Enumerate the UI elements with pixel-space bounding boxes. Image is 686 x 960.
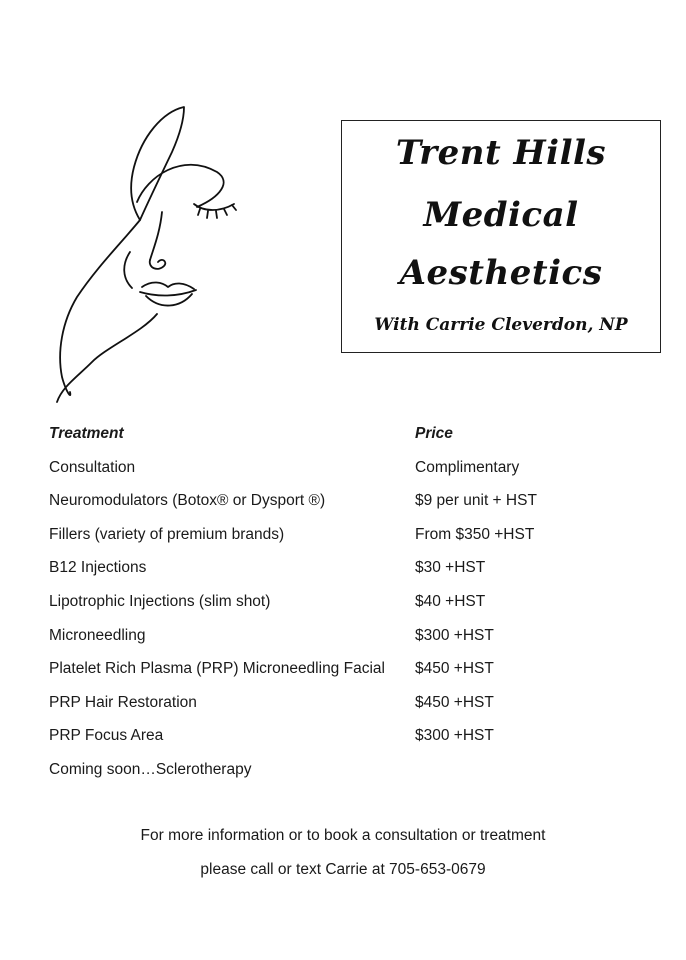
treatment-price: $9 per unit + HST bbox=[415, 492, 537, 510]
menu-header-row bbox=[49, 424, 649, 458]
treatment-name: B12 Injections bbox=[49, 559, 147, 577]
treatment-price: Complimentary bbox=[415, 458, 520, 476]
menu-row bbox=[49, 726, 649, 760]
treatment-price: From $350 +HST bbox=[415, 525, 535, 543]
menu-row bbox=[49, 558, 649, 592]
treatment-column-header: Treatment bbox=[49, 425, 124, 442]
menu-row bbox=[49, 760, 649, 794]
treatment-name: Consultation bbox=[49, 458, 136, 476]
business-name-line-3: Aesthetics bbox=[399, 253, 603, 293]
menu-row bbox=[49, 458, 649, 492]
treatment-price: $30 +HST bbox=[415, 559, 486, 577]
treatment-name: Coming soon…Sclerotherapy bbox=[49, 760, 252, 778]
treatment-name: PRP Hair Restoration bbox=[49, 693, 197, 711]
footer-info-line: For more information or to book a consultation or treatment bbox=[140, 827, 546, 844]
treatment-name: Lipotrophic Injections (slim shot) bbox=[49, 592, 271, 610]
business-name-line-1: Trent Hills bbox=[395, 133, 607, 173]
treatment-price: $300 +HST bbox=[415, 727, 494, 745]
price-column-header: Price bbox=[415, 425, 453, 442]
menu-row bbox=[49, 659, 649, 693]
menu-row bbox=[49, 592, 649, 626]
line-art-face-icon bbox=[22, 82, 282, 422]
business-name-line-2: Medical bbox=[423, 195, 579, 235]
treatment-price-list bbox=[49, 424, 649, 794]
menu-row bbox=[49, 525, 649, 559]
treatment-price: $450 +HST bbox=[415, 660, 494, 678]
menu-row bbox=[49, 491, 649, 525]
practitioner-subtitle: With Carrie Cleverdon, NP bbox=[374, 315, 628, 335]
menu-row bbox=[49, 626, 649, 660]
business-title-box bbox=[341, 120, 661, 353]
treatment-name: Fillers (variety of premium brands) bbox=[49, 525, 285, 543]
treatment-name: Neuromodulators (Botox® or Dysport ®) bbox=[49, 492, 326, 510]
treatment-name: PRP Focus Area bbox=[49, 727, 164, 745]
treatment-name: Microneedling bbox=[49, 626, 146, 644]
treatment-name: Platelet Rich Plasma (PRP) Microneedling Facial bbox=[49, 660, 385, 678]
treatment-price: $300 +HST bbox=[415, 626, 494, 644]
menu-row bbox=[49, 693, 649, 727]
treatment-price: $40 +HST bbox=[415, 592, 486, 610]
footer-contact-line: please call or text Carrie at 705-653-0679 bbox=[200, 861, 486, 878]
treatment-price: $450 +HST bbox=[415, 693, 494, 711]
